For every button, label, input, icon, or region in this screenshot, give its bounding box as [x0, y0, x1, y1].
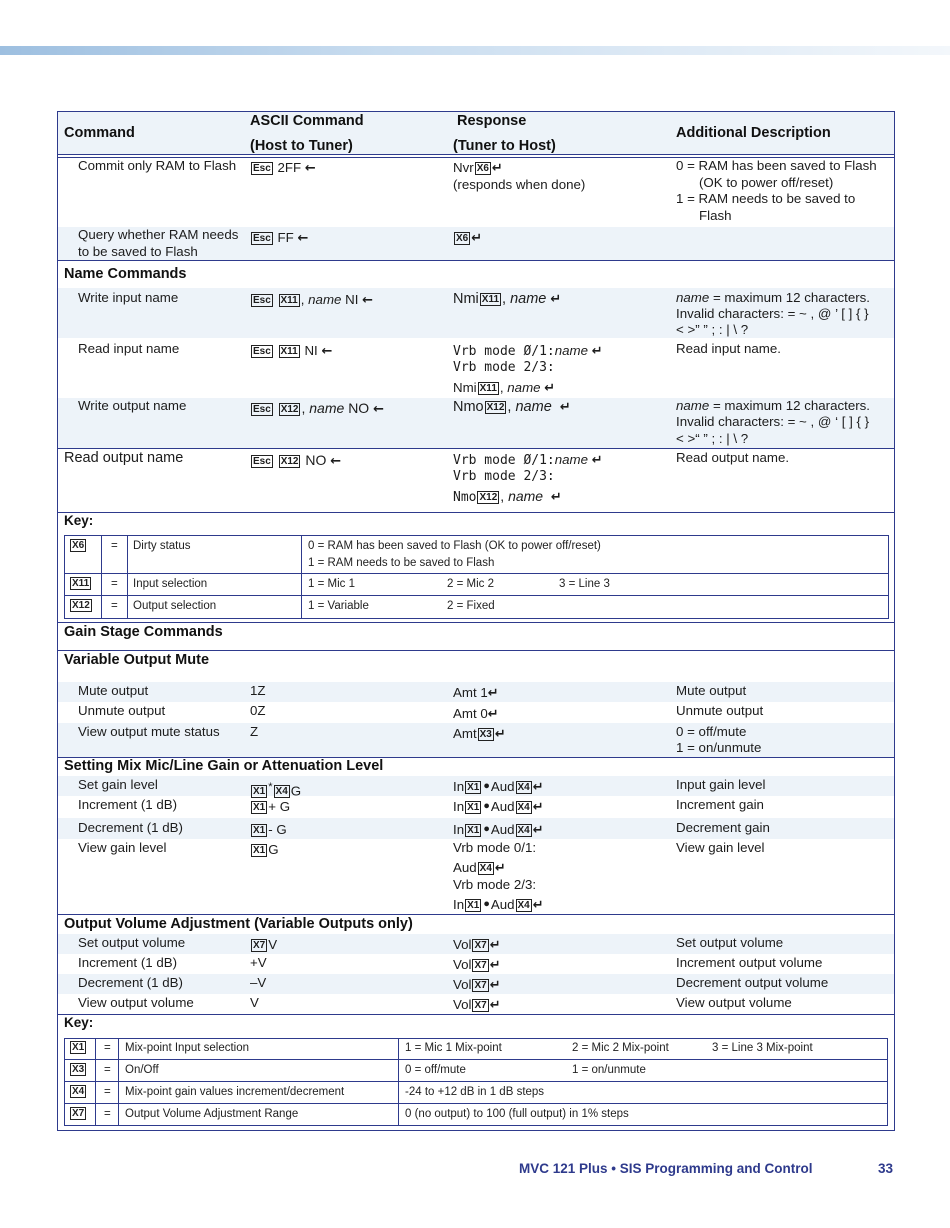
volume-heading: Output Volume Adjustment (Variable Outputs only) — [64, 916, 413, 932]
decrement-gain-ascii: X1 - G — [253, 822, 287, 837]
unmute-label: Unmute output — [78, 703, 166, 718]
divider — [58, 622, 894, 623]
header-ascii-subtitle: (Host to Tuner) — [250, 138, 353, 154]
query-label-2: to be saved to Flash — [78, 244, 198, 259]
mix-gain-heading: Setting Mix Mic/Line Gain or Attenuation Level — [64, 758, 384, 774]
commit-response-note: (responds when done) — [453, 177, 586, 192]
key-1-value-x11-3: 3 = Line 3 — [559, 578, 610, 590]
view-gain-response-4: In X1 •Aud X4 ↵ — [453, 897, 544, 913]
commit-label: Commit only RAM to Flash — [78, 158, 237, 173]
footer-title: MVC 121 Plus • SIS Programming and Control — [519, 1161, 813, 1176]
commit-desc-0b: (OK to power off/reset) — [699, 175, 834, 190]
write-output-label: Write output name — [78, 398, 187, 413]
key-2-var-x7: X7 — [72, 1108, 85, 1119]
decrement-volume-ascii: –V — [250, 975, 267, 990]
key-1-value-x6-1: 1 = RAM needs to be saved to Flash — [308, 557, 495, 569]
mute-response: Amt 1↵ — [453, 685, 499, 701]
write-input-desc-2: Invalid characters: = ~ , @ ’ [ ] { } — [676, 306, 869, 321]
header-divider — [58, 154, 894, 155]
header-command: Command — [64, 125, 135, 141]
key-1-eq: = — [111, 600, 118, 612]
key-2-eq: = — [104, 1064, 111, 1076]
top-accent-bar — [0, 46, 950, 55]
decrement-gain-label: Decrement (1 dB) — [78, 820, 183, 835]
commit-desc-0a: 0 = RAM has been saved to Flash — [676, 158, 877, 173]
header-response-title: Response — [457, 113, 527, 129]
read-input-ascii: Esc X11 NI ← — [253, 343, 333, 359]
view-volume-desc: View output volume — [676, 995, 792, 1010]
key-2-value-x1-2: 2 = Mic 2 Mix-point — [572, 1042, 669, 1054]
read-output-label: Read output name — [64, 450, 184, 466]
set-volume-response: Vol X7 ↵ — [453, 937, 501, 953]
key-2-var-x1: X1 — [72, 1042, 85, 1053]
set-gain-desc: Input gain level — [676, 777, 766, 792]
write-input-ascii: Esc X11 , name NI ← — [253, 292, 374, 308]
read-output-response-2: Vrb mode 2/3: — [453, 469, 555, 484]
key-1-value-x11-2: 2 = Mic 2 — [447, 578, 494, 590]
mute-desc: Mute output — [676, 683, 747, 698]
key-1-value-x12-2: 2 = Fixed — [447, 600, 495, 612]
read-input-label: Read input name — [78, 341, 180, 356]
key-2-title: Key: — [64, 1015, 94, 1030]
mute-heading: Variable Output Mute — [64, 652, 210, 668]
key-2-var-x3: X3 — [72, 1064, 85, 1075]
key-2-col-divider — [398, 1038, 399, 1126]
key-1-var-x6: X6 — [72, 540, 85, 551]
write-output-desc-1: name = maximum 12 characters. — [676, 398, 870, 413]
header-additional: Additional Description — [676, 125, 831, 141]
key-1-label-x12: Output selection — [133, 600, 217, 612]
view-gain-response-1: Vrb mode 0/1: — [453, 840, 537, 855]
key-2-eq: = — [104, 1042, 111, 1054]
set-volume-label: Set output volume — [78, 935, 186, 950]
increment-volume-label: Increment (1 dB) — [78, 955, 178, 970]
commit-ascii: Esc 2FF ← — [253, 160, 316, 176]
write-input-desc-1: name = maximum 12 characters. — [676, 290, 870, 305]
key-2-value-x1-1: 1 = Mic 1 Mix-point — [405, 1042, 502, 1054]
read-output-response-3: Nmo X12 , name ↵ — [453, 488, 562, 505]
set-volume-desc: Set output volume — [676, 935, 784, 950]
key-2-var-x4: X4 — [72, 1086, 85, 1097]
read-output-desc: Read output name. — [676, 450, 790, 465]
key-2-row-divider — [64, 1103, 888, 1104]
view-mute-response: Amt X3 ↵ — [453, 726, 506, 742]
key-2-col-divider — [95, 1038, 96, 1126]
key-2-value-x3-0: 0 = off/mute — [405, 1064, 466, 1076]
divider — [58, 512, 894, 513]
key-1-var-x11: X11 — [72, 578, 90, 589]
divider — [58, 448, 894, 449]
page-number: 33 — [878, 1161, 894, 1176]
set-gain-response: In X1 •Aud X4 ↵ — [453, 779, 544, 795]
view-gain-response-2: Aud X4 ↵ — [453, 860, 506, 876]
key-1-label-x11: Input selection — [133, 578, 208, 590]
key-1-col-divider — [301, 535, 302, 619]
read-output-ascii: Esc X12 NO ← — [253, 452, 342, 469]
key-1-row-divider — [64, 595, 889, 596]
mute-label: Mute output — [78, 683, 149, 698]
gain-stage-heading: Gain Stage Commands — [64, 624, 223, 640]
key-1-title: Key: — [64, 513, 94, 528]
view-mute-desc-2: 1 = on/unmute — [676, 740, 762, 755]
unmute-desc: Unmute output — [676, 703, 764, 718]
view-volume-response: Vol X7 ↵ — [453, 997, 501, 1013]
view-mute-ascii: Z — [250, 724, 259, 739]
view-volume-label: View output volume — [78, 995, 194, 1010]
view-gain-ascii: X1 G — [253, 842, 279, 857]
commit-response: Nvr X6 ↵ — [453, 160, 503, 176]
write-output-response: Nmo X12 , name ↵ — [453, 399, 571, 415]
write-input-response: Nmi X11 , name ↵ — [453, 291, 562, 307]
view-mute-label: View output mute status — [78, 724, 220, 739]
key-1-value-x12-1: 1 = Variable — [308, 600, 369, 612]
increment-volume-desc: Increment output volume — [676, 955, 823, 970]
key-1-label-x6: Dirty status — [133, 540, 191, 552]
increment-volume-ascii: +V — [250, 955, 267, 970]
view-volume-ascii: V — [250, 995, 259, 1010]
write-output-desc-2: Invalid characters: = ~ , @ ‘ [ ] { } — [676, 414, 870, 429]
query-label-1: Query whether RAM needs — [78, 227, 239, 242]
key-2-label-x3: On/Off — [125, 1064, 159, 1076]
key-2-row-divider — [64, 1081, 888, 1082]
view-gain-response-3: Vrb mode 2/3: — [453, 877, 537, 892]
read-input-desc: Read input name. — [676, 341, 781, 356]
key-2-eq: = — [104, 1108, 111, 1120]
key-2-eq: = — [104, 1086, 111, 1098]
key-2-value-x1-3: 3 = Line 3 Mix-point — [712, 1042, 813, 1054]
mute-ascii: 1Z — [250, 683, 266, 698]
view-gain-desc: View gain level — [676, 840, 765, 855]
write-output-ascii: Esc X12 , name NO ← — [253, 400, 384, 417]
write-input-label: Write input name — [78, 290, 179, 305]
key-1-col-divider — [101, 535, 102, 619]
divider — [58, 260, 894, 261]
view-gain-label: View gain level — [78, 840, 167, 855]
key-2-row-divider — [64, 1059, 888, 1060]
set-gain-ascii: X1 * X4 G — [253, 781, 302, 799]
decrement-gain-response: In X1 •Aud X4 ↵ — [453, 822, 544, 838]
key-2-value-x4: -24 to +12 dB in 1 dB steps — [405, 1086, 545, 1098]
increment-volume-response: Vol X7 ↵ — [453, 957, 501, 973]
commit-desc-1a: 1 = RAM needs to be saved to — [676, 191, 856, 206]
key-2-col-divider — [118, 1038, 119, 1126]
key-2-label-x1: Mix-point Input selection — [125, 1042, 250, 1054]
decrement-volume-label: Decrement (1 dB) — [78, 975, 183, 990]
unmute-response: Amt 0↵ — [453, 706, 499, 722]
key-1-col-divider — [127, 535, 128, 619]
set-gain-label: Set gain level — [78, 777, 158, 792]
key-1-eq: = — [111, 540, 118, 552]
set-volume-ascii: X7 V — [253, 937, 278, 952]
header-ascii-title: ASCII Command — [250, 113, 364, 129]
decrement-volume-desc: Decrement output volume — [676, 975, 829, 990]
increment-gain-label: Increment (1 dB) — [78, 797, 178, 812]
query-ascii: Esc FF ← — [253, 230, 309, 246]
write-input-desc-3: < >” ” ; : | \ ? — [676, 322, 749, 337]
read-input-response-3: Nmi X11 , name ↵ — [453, 380, 556, 396]
read-input-response-1: Vrb mode Ø/1:name ↵ — [453, 343, 603, 359]
write-output-desc-3: < >“ ” ; : | \ ? — [676, 431, 749, 446]
increment-gain-response: In X1 •Aud X4 ↵ — [453, 799, 544, 815]
key-2-label-x7: Output Volume Adjustment Range — [125, 1108, 299, 1120]
query-response: X6 ↵ — [456, 231, 483, 246]
divider — [58, 1014, 894, 1015]
key-1-var-x12: X12 — [72, 600, 90, 611]
key-1-row-divider — [64, 573, 889, 574]
view-mute-desc-1: 0 = off/mute — [676, 724, 747, 739]
divider — [58, 914, 894, 915]
increment-gain-desc: Increment gain — [676, 797, 764, 812]
key-2-label-x4: Mix-point gain values increment/decrement — [125, 1086, 345, 1098]
key-2-value-x3-1: 1 = on/unmute — [572, 1064, 646, 1076]
unmute-ascii: 0Z — [250, 703, 266, 718]
key-2-value-x7: 0 (no output) to 100 (full output) in 1% steps — [405, 1108, 629, 1120]
header-response-subtitle: (Tuner to Host) — [453, 138, 556, 154]
key-1-value-x6-0: 0 = RAM has been saved to Flash (OK to power off/reset) — [308, 540, 601, 552]
read-output-response-1: Vrb mode Ø/1:name ↵ — [453, 452, 603, 468]
key-1-value-x11-1: 1 = Mic 1 — [308, 578, 355, 590]
decrement-volume-response: Vol X7 ↵ — [453, 977, 501, 993]
commit-desc-1b: Flash — [699, 208, 732, 223]
read-input-response-2: Vrb mode 2/3: — [453, 360, 555, 375]
name-commands-heading: Name Commands — [64, 266, 187, 282]
key-1-eq: = — [111, 578, 118, 590]
decrement-gain-desc: Decrement gain — [676, 820, 770, 835]
divider — [58, 650, 894, 651]
increment-gain-ascii: X1 + G — [253, 799, 291, 814]
